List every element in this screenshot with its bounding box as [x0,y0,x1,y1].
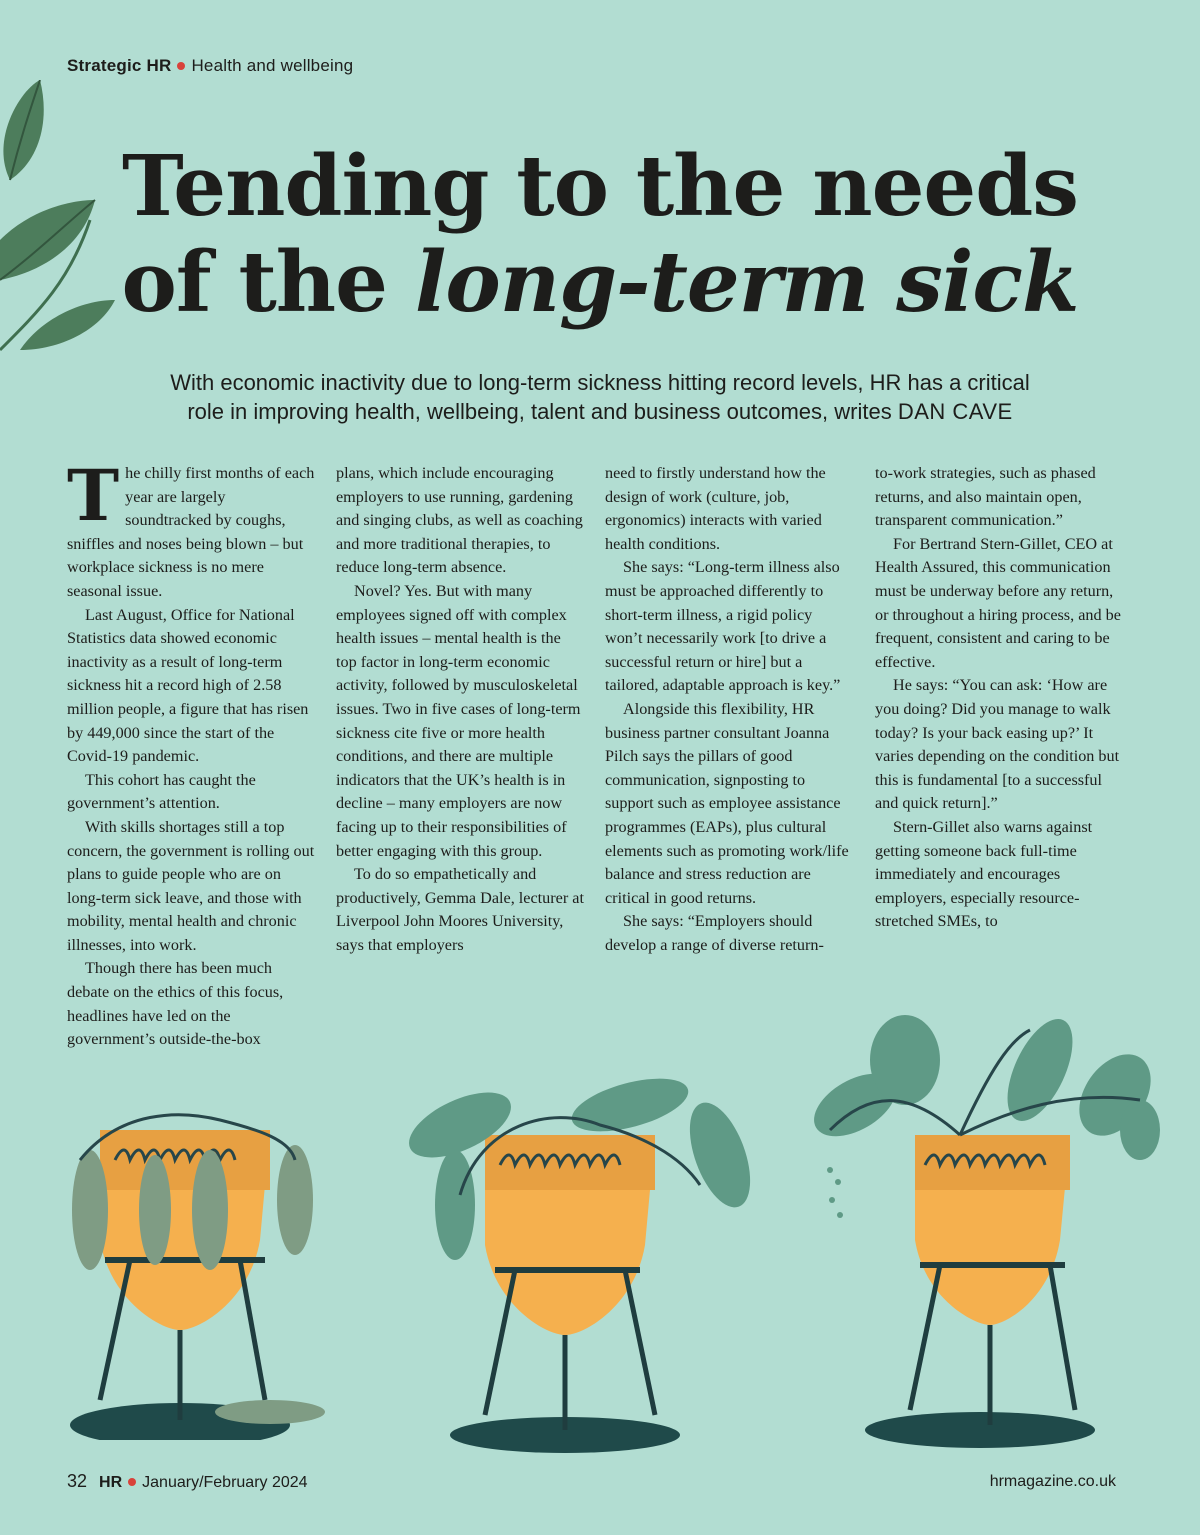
paragraph: need to firstly understand how the design of work (culture, job, ergonomics) interacts with varied health conditions. [605,464,826,553]
paragraph: Though there has been much debate on the ethics of this focus, headlines have led on the government’s outside-the-box [67,959,284,1049]
issue-date: January/February 2024 [142,1474,308,1491]
paragraph: Last August, Office for National Statistics data showed economic inactivity as a result of long-term sickness hit a record high of 2.58 million people, a figure that has risen by 449,000 since the start of the Covid-19 pandemic. [67,605,309,766]
paragraph: With skills shortages still a top concern, the government is rolling out plans to guide people who are on long-term sick leave, and those with mobility, mental health and chronic illnesses, into work. [67,817,315,954]
title-line-2-plain: of the [121,233,415,331]
paragraph: to-work strategies, such as phased returns, and also maintain open, transparent communication.” [875,464,1096,530]
article-column-2 [336,462,584,957]
recovering-plant-illustration [400,1065,760,1455]
paragraph: The chilly first months of each year are largely soundtracked by coughs, sniffles and noses being blown – but workplace sickness is no mere seasonal issue. [67,454,315,600]
article-column-4 [875,462,1123,934]
magazine-name: HR [99,1474,123,1491]
page-title [0,138,1200,330]
article-column-1 [67,454,315,1052]
paragraph: She says: “Employers should develop a range of diverse return- [605,912,824,954]
title-line-2 [0,234,1200,330]
article-column-3 [605,462,853,957]
standfirst-line-2: role in improving health, wellbeing, talent and business outcomes, writes [187,399,898,424]
paragraph: This cohort has caught the government’s attention. [67,770,256,813]
drop-cap: T [67,454,120,537]
standfirst [40,368,1160,426]
paragraph: Alongside this flexibility, HR business partner consultant Joanna Pilch says the pillars of good communication, signposting to support such as employee assistance programmes (EAPs), plus cultural elements such as promoting work/life balance and stress reduction are critical in good returns. [605,699,849,907]
bullet-dot-icon [177,62,185,70]
bullet-dot-icon [128,1478,136,1486]
title-line-2-italic: long-term sick [414,233,1079,331]
kicker-topic: Health and wellbeing [191,56,354,75]
paragraph: He says: “You can ask: ‘How are you doing? Did you manage to walk today? Is your back easing up?’ It varies depending on the condition but this is fundamental [to a successful and quick return].” [875,676,1120,813]
paragraph: Stern-Gillet also warns against getting someone back full-time immediately and encourages employers, especially resource-stretched SMEs, to [875,817,1093,931]
paragraph: Novel? Yes. But with many employees signed off with complex health issues – mental health is the top factor in long-term economic activity, followed by musculoskeletal issues. Two in five cases of long-term sickness cite five or more health conditions, and there are multiple indicators that the UK’s health is in decline – many employers are now facing up to their responsibilities of better engaging with this group. [336,581,581,860]
paragraph: For Bertrand Stern-Gillet, CEO at Health Assured, this communication must be underway before any return, or throughout a hiring process, and be frequent, consistent and caring to be effective. [875,534,1121,671]
paragraph: She says: “Long-term illness also must be approached differently to short-term illness, a rigid policy won’t necessarily work [to drive a successful return or hire] but a tailored, adaptable approach is key.” [605,558,841,695]
page-number: 32 [67,1471,88,1491]
wilting-plant-illustration [60,1100,340,1440]
section-kicker [67,56,353,76]
healthy-plant-illustration [810,1010,1170,1450]
author-name: DAN CAVE [897,399,1013,424]
paragraph: plans, which include encouraging employers to use running, gardening and singing clubs, as well as coaching and more traditional therapies, to reduce long-term absence. [336,464,583,577]
title-line-1: Tending to the needs [122,137,1078,235]
footer-left [67,1471,308,1492]
kicker-section: Strategic HR [67,56,172,75]
standfirst-line-1: With economic inactivity due to long-term sickness hitting record levels, HR has a critical [170,370,1030,395]
paragraph: To do so empathetically and productively, Gemma Dale, lecturer at Liverpool John Moores University, says that employers [336,865,584,954]
website-url: hrmagazine.co.uk [989,1473,1116,1490]
